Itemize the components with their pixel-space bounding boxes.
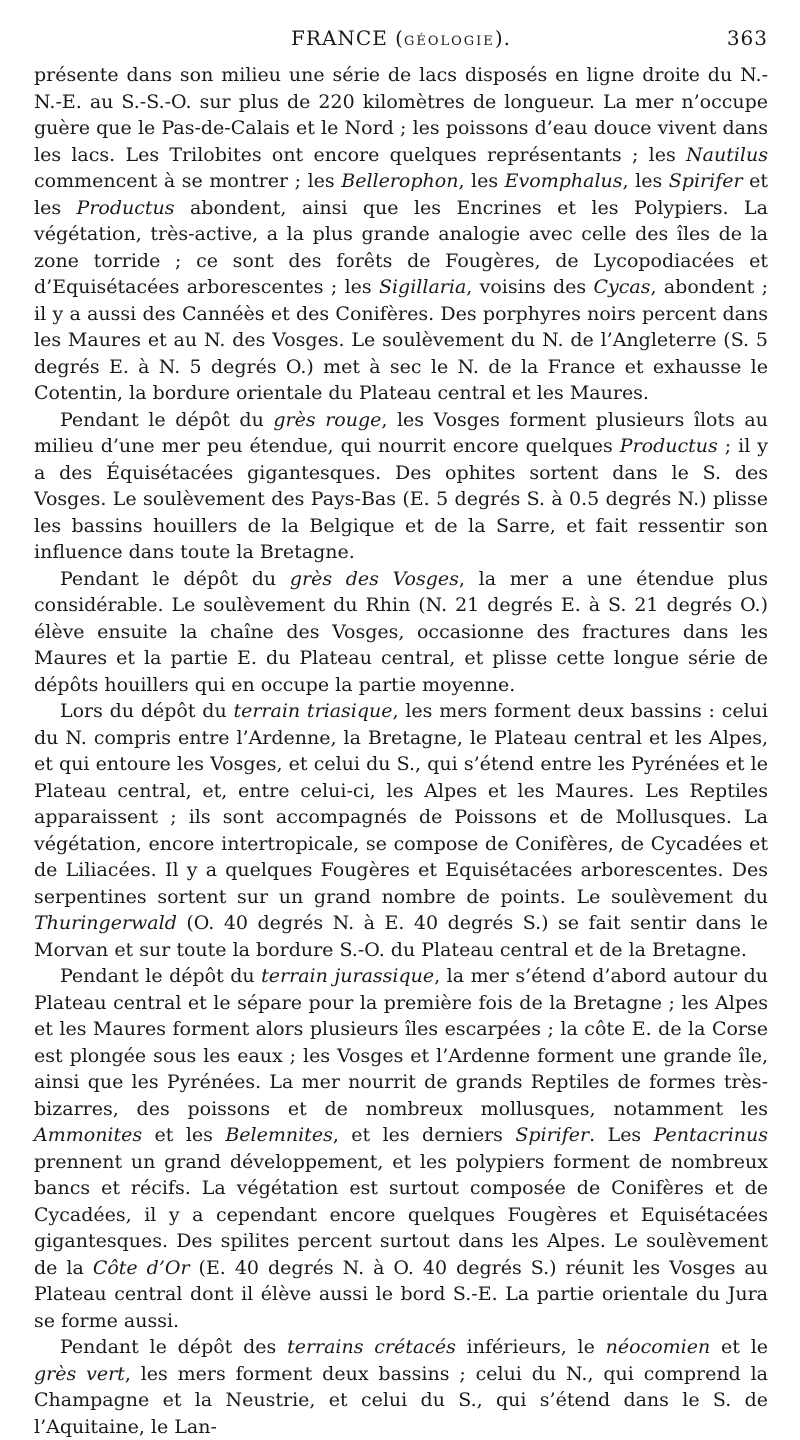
- italic-term: Spirifer: [668, 170, 743, 192]
- paragraph: [34, 407, 768, 566]
- italic-term: Bellerophon: [341, 170, 459, 192]
- text-run: , les: [458, 170, 505, 192]
- text-run: et les: [142, 1124, 226, 1146]
- text-run: , la mer a une étendue plus considérable. Le soulèvement du Rhin (N. 21 degrés E. à S. 21 degrés O.) élève ensuite la chaîne des Vosges, occasionne des fractures dans les Maures et la partie E. du Plateau central, et plisse cette longue série de dépôts houillers qui en occupe la partie moyenne.: [34, 567, 768, 696]
- paragraph: [34, 62, 768, 407]
- italic-term: grès des Vosges: [289, 567, 459, 590]
- text-run: (O. 40 degrés N. à E. 40 degrés S.) se fait sentir dans le Morvan et sur toute la bordure S.-O. du Plateau central et de la Bretagne.: [34, 912, 768, 961]
- text-run: Pendant le dépôt du: [60, 567, 290, 590]
- text-run: commencent à se montrer ; les: [34, 170, 342, 192]
- paragraph: [34, 566, 768, 699]
- text-run: . Les: [589, 1124, 654, 1146]
- italic-term: néocomien: [605, 1336, 711, 1358]
- header-title: FRANCE (GÉOLOGIE).: [291, 26, 511, 50]
- text-run: , les mers forment deux bassins : celui du N. compris entre l’Ardenne, la Bretagne, le Plateau central et les Alpes, et qui entoure les Vosges, et celui du S., qui s’étend entre les Pyrénées et le Plateau central, et, entre celui-ci, les Alpes et les Maures. Les Reptiles apparaissent ; ils sont accompagnés de Poissons et de Mollusques. La végétation, encore intertropicale, se compose de Conifères, de Cycadées et de Liliacées. Il y a quelques Fougères et Equisétacées arborescentes. Des serpentines sortent sur un grand nombre de points. Le soulèvement du: [34, 700, 768, 908]
- text-run: ; il y a des Équisétacées gigantesques. Des ophites sortent dans le S. des Vosges. Le soulèvement des Pays-Bas (E. 5 degrés S. à 0.5 degrés N.) plisse les bassins houillers de la Belgique et de la Sarre, et fait ressentir son influence dans toute la Bretagne.: [34, 435, 768, 563]
- text-run: , les: [622, 170, 669, 192]
- text-run: Pendant le dépôt des: [60, 1336, 288, 1358]
- italic-term: terrain triasique: [233, 700, 393, 722]
- text-run: présente dans son milieu une série de lacs disposés en ligne droite du N.-N.-E. au S.-S.-O. sur plus de 220 kilomètres de longueur. La mer n’occupe guère que le Pas-de-Calais et le Nord ; les poissons d’eau douce vivent dans les lacs. Les Trilobites ont encore quelques représentants ; les: [34, 64, 768, 166]
- text-run: et le: [710, 1336, 769, 1358]
- text-run: Lors du dépôt du: [60, 700, 234, 722]
- paragraph: [34, 1334, 768, 1440]
- text-run: Pendant le dépôt du: [60, 408, 274, 431]
- italic-term: Pentacrinus: [653, 1124, 769, 1146]
- italic-term: terrain jurassique: [261, 965, 435, 987]
- paragraph: [34, 698, 768, 963]
- text-run: Pendant le dépôt du: [60, 965, 262, 987]
- text-run: , voisins des: [466, 276, 594, 298]
- text-run: prennent un grand développement, et les polypiers forment de nombreux bancs et récifs. La végétation est surtout composée de Conifères et de Cycadées, il y a cependant encore quelques Fougères et Equisétacées gigantesques. Des spilites percent surtout dans les Alpes. Le soulèvement de la: [34, 1150, 768, 1279]
- text-run: , et les derniers: [332, 1124, 516, 1146]
- text-run: abondent, ainsi que les Encrines et les Polypiers. La végétation, très-active, a la plus grande analogie avec celle des îles de la zone torride ; ce sont des forêts de Fougères, de Lycopodiacées et d’Equisétacées arborescentes ; les: [34, 196, 768, 298]
- italic-term: Thuringerwald: [34, 912, 177, 934]
- page-number: 363: [726, 26, 768, 50]
- text-run: et les: [34, 170, 768, 219]
- italic-term: grès rouge: [273, 408, 382, 431]
- running-header: [34, 26, 768, 56]
- italic-term: grès vert: [34, 1362, 125, 1385]
- body-text: [34, 62, 768, 1440]
- text-run: , les mers forment deux bassins ; celui du N., qui comprend la Champagne et la Neustrie, et celui du S., qui s’étend dans le S. de l’Aquitaine, le Lan-: [34, 1362, 768, 1438]
- text-run: (E. 40 degrés N. à O. 40 degrés S.) réunit les Vosges au Plateau central dont il élève aussi le bord S.-E. La partie orientale du Jura se forme aussi.: [34, 1256, 768, 1332]
- italic-term: Belemnites: [225, 1124, 333, 1146]
- text-run: , la mer s’étend d’abord autour du Plateau central et le sépare pour la première fois de la Bretagne ; les Alpes et les Maures forment alors plusieurs îles escarpées ; la côte E. de la Corse est plongée sous les eaux ; les Vosges et l’Ardenne forment une grande île, ainsi que les Pyrénées. La mer nourrit de grands Reptiles de formes très-bizarres, des poissons et de nombreux mollusques, notamment les: [34, 965, 769, 1120]
- text-run: , les Vosges forment plusieurs îlots au milieu d’une mer peu étendue, qui nourrit encore quelques: [34, 408, 768, 457]
- italic-term: Spirifer: [515, 1124, 590, 1146]
- italic-term: Côte d’Or: [92, 1256, 190, 1279]
- italic-term: Productus: [619, 435, 718, 457]
- italic-term: Sigillaria: [378, 276, 467, 298]
- italic-term: Cycas: [593, 276, 651, 298]
- document-page: [34, 26, 768, 1440]
- italic-term: Nautilus: [686, 143, 768, 166]
- text-run: , abondent ; il y a aussi des Cannéès et des Conifères. Des porphyres noirs percent dans les Maures et au N. des Vosges. Le soulèvement du N. de l’Angleterre (S. 5 degrés E. à N. 5 degrés O.) met à sec le N. de la France et exhausse le Cotentin, la bordure orientale du Plateau central et les Maures.: [34, 276, 768, 404]
- italic-term: Evomphalus: [504, 170, 623, 192]
- italic-term: Productus: [76, 196, 175, 219]
- italic-term: terrains crétacés: [287, 1336, 456, 1358]
- text-run: inférieurs, le: [455, 1336, 606, 1358]
- italic-term: Ammonites: [34, 1124, 143, 1146]
- paragraph: [34, 963, 768, 1334]
